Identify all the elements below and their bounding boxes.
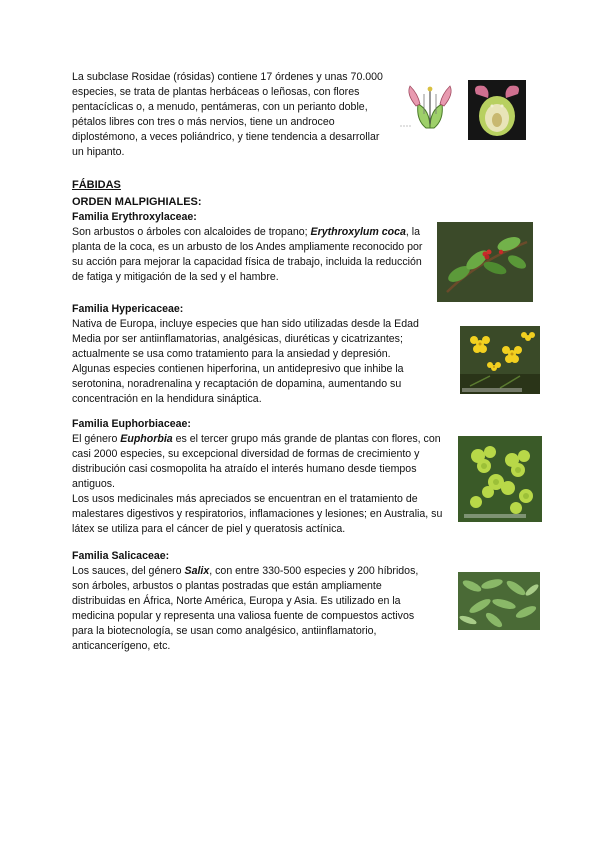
hypericum-photo bbox=[460, 326, 540, 394]
family-hypericaceae bbox=[72, 302, 438, 407]
family-description bbox=[72, 432, 450, 492]
green-bracts-icon bbox=[458, 436, 542, 522]
family-title: Familia Hypericaceae: bbox=[72, 303, 184, 315]
text-fragment: es el tercer grupo más grande de plantas con flores, con casi 2000 especies, su excepcional diversidad de formas de crecimiento y distribución casi cosmopolita ha atraído el interés humano desde tiempos antiguos. bbox=[72, 433, 441, 490]
family-description-2: Algunas especies contienen hiperforina, un antidepresivo que inhibe la serotonina, noradrenalina y recaptación de dopamina, aumentando su concentración en la hendidura sináptica. bbox=[72, 363, 404, 405]
family-description: Nativa de Europa, incluye especies que han sido utilizadas desde la Edad Media por ser antiinflamatorias, analgésicas, diuréticas y cicatrizantes; actualmente se usa como tratamiento para la ansiedad y depresión. bbox=[72, 318, 419, 360]
text-fragment: Son arbustos o árboles con alcaloides de tropano; bbox=[72, 226, 311, 238]
family-description bbox=[72, 225, 428, 285]
salix-photo bbox=[458, 572, 540, 630]
text-fragment: Los sauces, del género bbox=[72, 565, 185, 577]
flower-diagram-icon bbox=[396, 80, 464, 136]
yellow-flowers-icon bbox=[460, 326, 540, 394]
family-description-2: Los usos medicinales más apreciados se encuentran en el tratamiento de malestares digestivos y respiratorios, inflamaciones y lesiones; en Australia, su látex se utiliza para el cáncer de piel y queratosis actínica. bbox=[72, 493, 443, 535]
euphorbia-photo bbox=[458, 436, 542, 522]
text-fragment: , con entre 330-500 especies y 200 híbridos, son árboles, arbustos o plantas postradas que están ampliamente distribuidas en África, Norte América, Europa y Asia. Es utilizado en la medicina popular y representa una valiosa fuente de compuestos activos para la biotecnología, se usan como analgésico, antiinflamatorio, anticancerígeno, etc. bbox=[72, 565, 419, 652]
family-erythroxylaceae bbox=[72, 210, 428, 285]
section-title: FÁBIDAS bbox=[72, 179, 121, 191]
flower-diagram-image bbox=[396, 80, 464, 136]
family-title: Familia Erythroxylaceae: bbox=[72, 211, 197, 223]
species-name: Euphorbia bbox=[120, 433, 173, 445]
coca-photo bbox=[437, 222, 533, 302]
species-name: Salix bbox=[184, 565, 210, 577]
willow-leaves-icon bbox=[458, 572, 540, 630]
family-euphorbiaceae bbox=[72, 417, 450, 537]
text-fragment: , la planta de la coca, es un arbusto de los Andes ampliamente reconocido por su acción para mejorar la capacidad física de trabajo, incluida la reducción de fatiga y mitigación de la sed y el hambre. bbox=[72, 226, 423, 283]
order-title: ORDEN MALPIGHIALES: bbox=[72, 196, 202, 208]
family-salicaceae bbox=[72, 549, 438, 654]
family-title: Familia Salicaceae: bbox=[72, 550, 170, 562]
family-title: Familia Euphorbiaceae: bbox=[72, 418, 191, 430]
species-name: Erythroxylum coca bbox=[310, 226, 406, 238]
intro-block bbox=[72, 70, 384, 160]
text-fragment: El género bbox=[72, 433, 121, 445]
hipanto-photo bbox=[468, 80, 526, 140]
flower-cross-section-icon bbox=[468, 80, 526, 140]
intro-paragraph: La subclase Rosidae (rósidas) contiene 17 órdenes y unas 70.000 especies, se trata de plantas herbáceas o leñosas, con flores pentacíclicas o, a menudo, pentámeras, con un perianto doble, pétalos libres con tres o más nervios, tiene un androceo diplostémono, a veces poliándrico, y tiene tendencia a desarrollar un hipanto. bbox=[72, 71, 383, 158]
family-description bbox=[72, 564, 438, 654]
coca-branch-icon bbox=[437, 222, 533, 302]
